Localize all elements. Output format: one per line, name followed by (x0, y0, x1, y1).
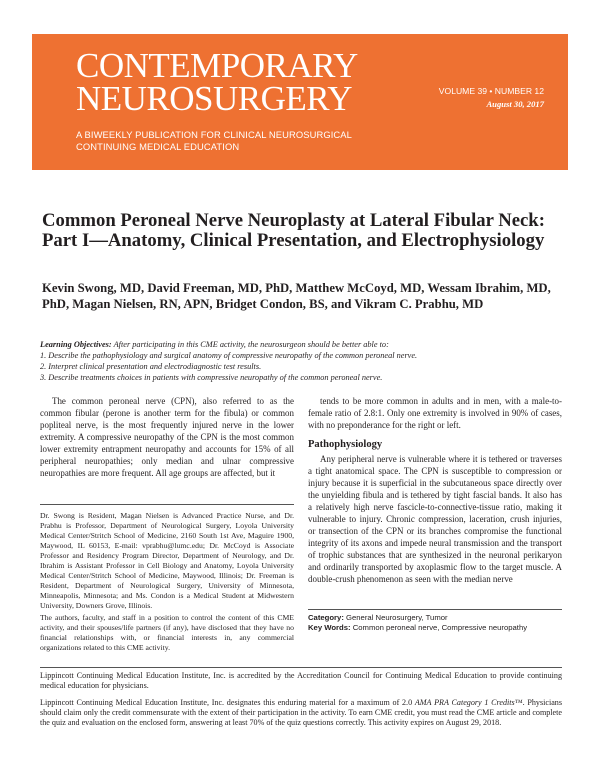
issue-date: August 30, 2017 (486, 99, 544, 109)
journal-title-line2: NEUROSURGERY (76, 79, 352, 118)
journal-title-line1: CONTEMPORARY (76, 46, 358, 85)
article-authors: Kevin Swong, MD, David Freeman, MD, PhD, Matthew McCoyd, MD, Wessam Ibrahim, MD, PhD, Magan Nielsen, RN, APN, Bridget Condon, BS, and Vikram C. Prabhu, MD (42, 281, 551, 311)
keywords-value: Common peroneal nerve, Compressive neuropathy (352, 623, 528, 632)
objectives-label: Learning Objectives: (40, 340, 112, 349)
credit-name: AMA PRA Category 1 Credits (414, 698, 515, 707)
footnote-divider (40, 504, 294, 505)
body-column-right (308, 395, 562, 585)
section-heading: Pathophysiology (308, 439, 383, 450)
journal-title (76, 46, 358, 118)
author-affiliations: Dr. Swong is Resident, Magan Nielsen is Advanced Practice Nurse, and Dr. Prabhu is Professor, Department of Neurological Surgery, Loyola University Medical Center/Stritch School of Medicine, 2160 South 1st Ave, Maguire 1900, Maywood, IL 60153, E-mail: vprabhu@lumc.edu; Dr. McCoyd is Associate Professor and Residency Program Director, Department of Neurology, and Dr. Ibrahim is Assistant Professor in Cell Biology and Anatomy, Loyola University Medical Center/Stritch School of Medicine, Maywood, Illinois; Dr. Freeman is Resident, Department of Neurological Surgery, University of Minnesota, Minneapolis, Minnesota; and Ms. Condon is a Medical Student at Midwestern University, Downers Grove, Illinois. (40, 511, 294, 610)
category-divider (308, 609, 562, 610)
subtitle-line1: A BIWEEKLY PUBLICATION FOR CLINICAL NEUROSURGICAL (76, 129, 352, 140)
objective-item: 3. Describe treatments choices in patients with compressive neuropathy of the common peroneal nerve. (40, 373, 383, 382)
category-value: General Neurosurgery, Tumor (346, 613, 448, 622)
objective-item: 1. Describe the pathophysiology and surgical anatomy of compressive neuropathy of the common peroneal nerve. (40, 351, 418, 360)
objective-item: 2. Interpret clinical presentation and electrodiagnostic test results. (40, 362, 262, 371)
learning-objectives (40, 339, 565, 383)
body-paragraph: The common peroneal nerve (CPN), also referred to as the common fibular (perone is another term for the fibula) or common popliteal nerve, is the most frequently injured nerve in the lower extremity. A compressive neuropathy of the CPN is the most common lower extremity entrapment neuropathy and accounts for 15% of all peripheral neuropathies; only median and ulnar compressive neuropathies are more frequent. All age groups are affected, but it (40, 396, 294, 478)
credit-designation: Lippincott Continuing Medical Education Institute, Inc. designates this enduring material for a maximum of 2.0 AMA PRA Category 1 Credits™. Physicians should claim only the credit commensurate with the extent of their participation in the activity. To earn CME credit, you must read the CME article and complete the quiz and evaluation on the enclosed form, answering at least 70% of the quiz questions correctly. This activity expires on August 29, 2018. (40, 698, 563, 727)
issue-info (439, 85, 544, 111)
category-label: Category: (308, 613, 344, 622)
article-title: Common Peroneal Nerve Neuroplasty at Lateral Fibular Neck: Part I—Anatomy, Clinical Presentation, and Electrophysiology (42, 210, 545, 251)
journal-subtitle (76, 129, 352, 153)
accreditation-divider (40, 667, 562, 668)
volume-number: VOLUME 39 • NUMBER 12 (438, 86, 544, 96)
keywords-label: Key Words: (308, 623, 351, 632)
article-category-block (308, 613, 562, 633)
objectives-intro: After participating in this CME activity, the neurosurgeon should be better able to: (113, 340, 389, 349)
body-paragraph: Any peripheral nerve is vulnerable where it is tethered or traverses a tight anatomical space. The CPN is susceptible to compression or injury because it is superficial in the subcutaneous space directly over the unyielding fibula and is tethered by tight fascial bands. It also has a relatively high nerve fascicle-to-connective-tissue ratio, making it vulnerable to injury. Chronic compression, laceration, crush injuries, or transection of the CPN or its branches compromise the functional integrity of its axons and impede neural transmission and the transport of trophic substances that are synthesized in the neuronal perikaryon and ordinarily transported by axoplasmic flow to the target muscle. A double-crush phenomenon as seen with the median nerve (308, 454, 562, 584)
accreditation-statement: Lippincott Continuing Medical Education Institute, Inc. is accredited by the Accreditation Council for Continuing Medical Education to provide continuing medical education for physicians. (40, 671, 562, 690)
subtitle-line2: CONTINUING MEDICAL EDUCATION (76, 141, 240, 152)
body-column-left (40, 395, 294, 479)
masthead-banner (32, 34, 568, 170)
body-paragraph: tends to be more common in adults and in men, with a male-to-female ratio of 2.8:1. Only one extremity is involved in 90% of cases, with no preponderance for the right or left. (308, 396, 562, 430)
disclosure-statement: The authors, faculty, and staff in a position to control the content of this CME activity, and their spouses/life partners (if any), have disclosed that they have no financial relationships with, or financial interests in, any commercial organizations related to this CME activity. (40, 613, 294, 652)
